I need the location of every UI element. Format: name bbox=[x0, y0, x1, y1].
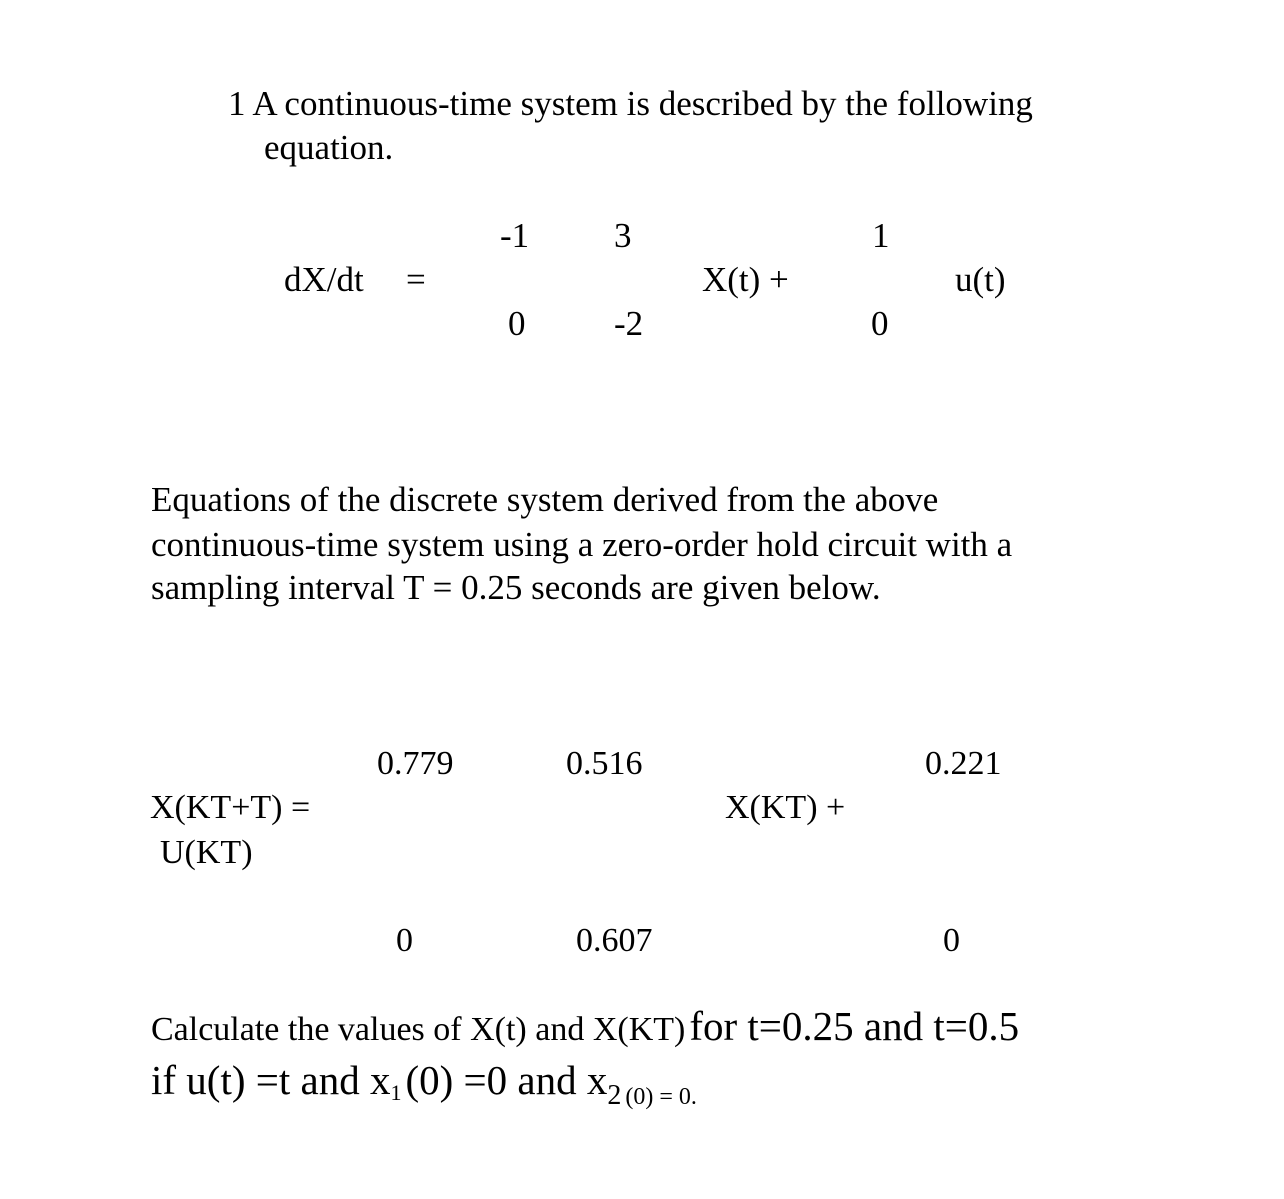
question-line-1 bbox=[151, 1003, 1020, 1049]
matrix-cell: 3 bbox=[614, 216, 632, 255]
continuous-lhs: dX/dt bbox=[284, 260, 364, 299]
question-line-2 bbox=[151, 1057, 697, 1111]
discrete-input-term: U(KT) bbox=[160, 834, 253, 871]
question-text-a: Calculate the values of X(t) and X(KT) bbox=[151, 1011, 686, 1048]
matrix-cell: 0 bbox=[396, 922, 413, 959]
question-text-e: (0) = 0. bbox=[625, 1084, 697, 1110]
matrix-cell: -1 bbox=[500, 216, 530, 255]
problem-line-1: 1 A continuous-time system is described by the following bbox=[228, 84, 1033, 123]
continuous-state-term: X(t) + bbox=[702, 260, 789, 299]
vector-cell: 0 bbox=[943, 922, 960, 959]
matrix-cell: 0.607 bbox=[576, 922, 653, 959]
paragraph-line-1: Equations of the discrete system derived from the above bbox=[151, 480, 939, 519]
question-text-d: (0) =0 and x bbox=[405, 1057, 608, 1103]
paragraph-line-3: sampling interval T = 0.25 seconds are given below. bbox=[151, 568, 881, 607]
matrix-cell: 0.779 bbox=[377, 745, 454, 782]
paragraph-line-2: continuous-time system using a zero-order hold circuit with a bbox=[151, 525, 1013, 564]
discrete-state-term: X(KT) + bbox=[725, 789, 846, 826]
subscript-2: 2 bbox=[607, 1080, 622, 1111]
continuous-input-term: u(t) bbox=[955, 260, 1006, 299]
subscript-1: 1 bbox=[390, 1080, 402, 1105]
matrix-cell: 0.516 bbox=[566, 745, 643, 782]
vector-cell: 0.221 bbox=[925, 745, 1002, 782]
question-text-b: for t=0.25 and t=0.5 bbox=[689, 1003, 1020, 1049]
vector-cell: 1 bbox=[872, 216, 890, 255]
question-text-c: if u(t) =t and x bbox=[151, 1057, 391, 1103]
discrete-lhs: X(KT+T) = bbox=[150, 789, 311, 826]
problem-line-2: equation. bbox=[264, 128, 394, 167]
matrix-cell: 0 bbox=[508, 304, 526, 343]
continuous-equals: = bbox=[406, 260, 426, 299]
matrix-cell: -2 bbox=[614, 304, 644, 343]
vector-cell: 0 bbox=[871, 304, 889, 343]
